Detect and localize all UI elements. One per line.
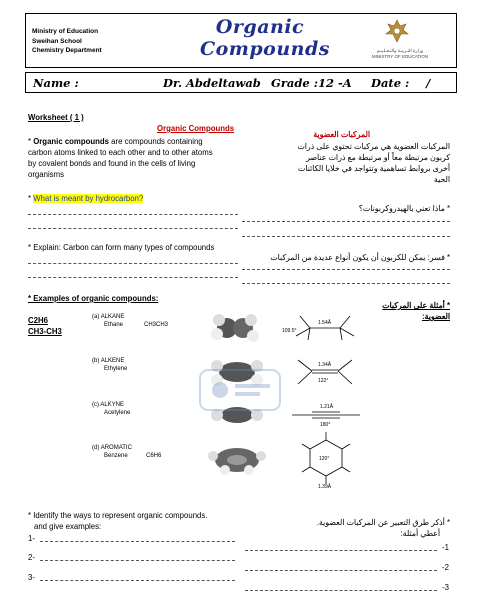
definition-en-line2: carbon atoms linked to each other and to other atoms xyxy=(28,148,213,157)
molecule-name: Ethane xyxy=(104,322,124,328)
answer-line[interactable] xyxy=(242,221,450,222)
question-explain-ar: * فسر: يمكن للكربون أن يكون أنواع عديدة من المركبات xyxy=(270,253,450,262)
molecule-row xyxy=(92,445,212,483)
molecule-name: Ethylene xyxy=(104,366,128,372)
bond-angle-label: 180° xyxy=(320,422,331,428)
question-represent-en-2: and give examples: xyxy=(34,522,102,531)
answer-number-ar-3: -3 xyxy=(442,583,449,592)
answer-line[interactable] xyxy=(28,228,238,229)
molecule-name: Benzene xyxy=(104,453,128,459)
date-label: Date : xyxy=(371,76,410,90)
definition-term: Organic compounds xyxy=(33,137,110,146)
school-name: Sweihan School xyxy=(32,37,82,45)
answer-line[interactable] xyxy=(242,283,450,284)
definition-ar-line1: المركبات العضوية هي مركبات تحتوي على ذرات xyxy=(297,142,450,151)
title-line-2: Compounds xyxy=(200,38,330,60)
answer-line[interactable] xyxy=(245,570,437,571)
formula-ethane-condensed: CH3-CH3 xyxy=(28,327,62,336)
answer-line[interactable] xyxy=(28,214,238,215)
examples-heading-ar-1: * أمثلة على المركبات xyxy=(382,301,450,310)
grade-label: Grade :12 -A xyxy=(271,76,352,90)
question-represent-ar-1: * أذكر طرق التعبير عن المركبات العضوية. xyxy=(316,518,450,527)
definition-ar-line4: الحية xyxy=(433,175,450,184)
molecule-class: (d) AROMATIC xyxy=(92,445,132,451)
molecule-class: (a) ALKANE xyxy=(92,314,125,320)
section-title-ar: المركبات العضوية xyxy=(313,130,370,139)
answer-number-ar-1: -1 xyxy=(442,543,449,552)
department-name: Chemistry Department xyxy=(32,47,102,54)
bond-length-label: 1.54Å xyxy=(318,320,332,326)
bond-angle-label: 109.5° xyxy=(282,328,297,334)
answer-line[interactable] xyxy=(40,541,235,542)
ministry-emblem-icon xyxy=(384,18,410,44)
watermark-logo-icon xyxy=(190,360,290,420)
question-represent-en-1: * Identify the ways to represent organic compounds. xyxy=(28,511,208,520)
definition-ar-line3: أخرى بروابط تساهمية وتتواجد في خلايا الكائنات xyxy=(297,164,450,173)
molecule-formula: C6H6 xyxy=(146,453,162,459)
page-title xyxy=(200,16,330,60)
ministry-block xyxy=(32,27,102,56)
section-title-en: Organic Compounds xyxy=(157,124,235,133)
answer-number-ar-2: -2 xyxy=(442,563,449,572)
formula-ethane: C2H6 xyxy=(28,316,48,325)
molecule-row xyxy=(92,314,212,352)
answer-line[interactable] xyxy=(245,590,437,591)
emblem-caption xyxy=(360,48,440,60)
bond-angle-label: 122° xyxy=(318,378,329,384)
ministry-name: Ministry of Education xyxy=(32,28,99,35)
bond-length-label: 1.34Å xyxy=(318,362,332,368)
examples-heading-ar-2: العضوية: xyxy=(421,312,450,321)
molecule-formula: CH3CH3 xyxy=(144,322,169,328)
answer-line[interactable] xyxy=(40,580,235,581)
definition-en-line1: * Organic compounds are compounds containing xyxy=(28,137,203,146)
answer-number-2: 2- xyxy=(28,553,35,562)
answer-number-1: 1- xyxy=(28,534,35,543)
question-hydrocarbon-ar: * ماذا تعني بالهيدروكربونات؟ xyxy=(358,204,450,213)
answer-line[interactable] xyxy=(242,236,450,237)
question-hydrocarbon-en: * What is meant by hydrocarbon? xyxy=(28,194,144,203)
definition-en-line1-rest: are compounds containing xyxy=(109,137,203,146)
molecule-class: (c) ALKYNE xyxy=(92,402,125,408)
teacher-name: Dr. Abdeltawab xyxy=(163,76,261,90)
question-explain-en: * Explain: Carbon can form many types of compounds xyxy=(28,243,215,252)
answer-line[interactable] xyxy=(245,550,437,551)
molecule-name: Acetylene xyxy=(104,410,131,416)
bond-length-label: 1.21Å xyxy=(320,404,334,410)
worksheet-label: Worksheet ( 1 ) xyxy=(28,113,84,122)
emblem-caption-ar: وزارة التـربيـة والتـعـلـيـم xyxy=(376,48,424,53)
examples-heading-en: * Examples of organic compounds: xyxy=(28,294,159,303)
answer-line[interactable] xyxy=(40,560,235,561)
question-hydrocarbon-highlight: What is meant by hydrocarbon? xyxy=(33,194,144,203)
title-line-1: Organic xyxy=(215,16,305,38)
answer-line[interactable] xyxy=(28,277,238,278)
definition-en-line3: by covalent bonds and found in the cells of living xyxy=(28,159,196,168)
question-represent-ar-2: أعطي أمثلة: xyxy=(400,529,440,538)
date-slash: / xyxy=(426,76,431,90)
definition-en-line4: organisms xyxy=(28,170,64,179)
molecule-class: (b) ALKENE xyxy=(92,358,125,364)
ethane-model-icon xyxy=(211,314,259,342)
definition-ar-line2: كربون مرتبطة معاً أو مرتبطة مع ذرات عناصر xyxy=(306,153,450,162)
name-label: Name : xyxy=(33,76,79,90)
bond-length-label: 1.39Å xyxy=(318,484,332,490)
emblem-caption-en: MINISTRY OF EDUCATION xyxy=(371,54,429,59)
benzene-model-icon xyxy=(208,448,266,475)
acetylene-structure-icon xyxy=(292,412,360,418)
answer-number-3: 3- xyxy=(28,573,35,582)
answer-line[interactable] xyxy=(28,263,238,264)
info-bar xyxy=(25,72,457,93)
answer-line[interactable] xyxy=(242,269,450,270)
bond-angle-label: 120° xyxy=(319,456,330,462)
structural-formulas xyxy=(282,310,377,490)
